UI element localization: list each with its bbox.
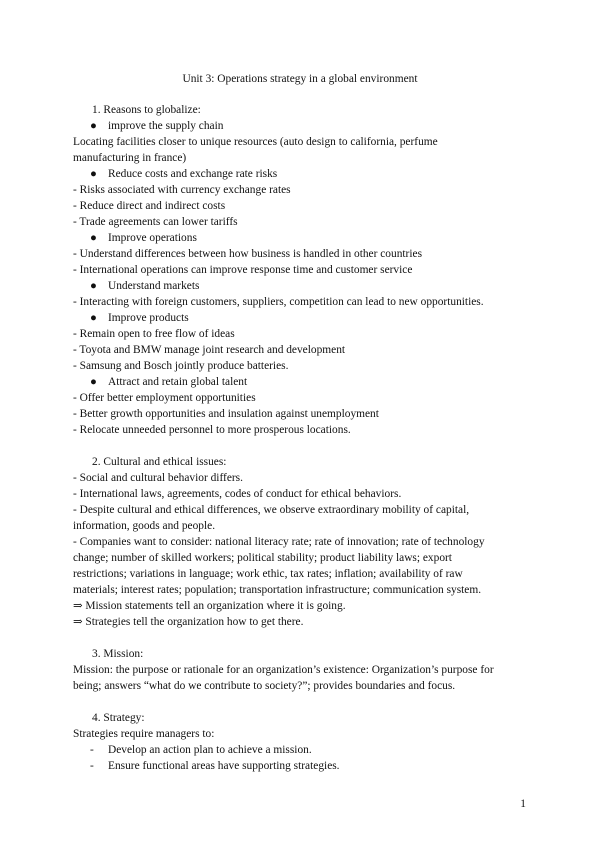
dash-marker: - <box>90 760 94 772</box>
paragraph-line: materials; interest rates; population; transportation infrastructure; communication system. <box>73 584 482 596</box>
paragraph-line: Mission: the purpose or rationale for an organization’s existence: Organization’s purpose for <box>73 664 494 676</box>
bullet-item <box>90 311 189 326</box>
section-heading-mission: 3. Mission: <box>92 648 144 660</box>
bullet-item <box>90 119 223 134</box>
dash-line: - Better growth opportunities and insulation against unemployment <box>73 408 379 420</box>
bullet-icon: ● <box>90 120 97 132</box>
paragraph-line: being; answers “what do we contribute to society?”; provides boundaries and focus. <box>73 680 456 692</box>
dash-item-text: Ensure functional areas have supporting strategies. <box>108 760 340 772</box>
dash-line: - Companies want to consider: national literacy rate; rate of innovation; rate of technology <box>73 536 485 548</box>
bullet-text: Improve products <box>108 312 189 324</box>
dash-line: - Remain open to free flow of ideas <box>73 328 235 340</box>
section-heading-cultural: 2. Cultural and ethical issues: <box>92 456 227 468</box>
page-number: 1 <box>520 798 526 810</box>
dash-marker: - <box>90 744 94 756</box>
dash-line: - International operations can improve response time and customer service <box>73 264 413 276</box>
dash-line: - Samsung and Bosch jointly produce batteries. <box>73 360 289 372</box>
bullet-text: improve the supply chain <box>108 120 224 132</box>
dash-item <box>90 759 340 774</box>
bullet-text: Understand markets <box>108 280 200 292</box>
dash-line: - Trade agreements can lower tariffs <box>73 216 238 228</box>
section-heading-strategy: 4. Strategy: <box>92 712 145 724</box>
paragraph-line: Strategies require managers to: <box>73 728 215 740</box>
dash-line: - Interacting with foreign customers, suppliers, competition can lead to new opportunities. <box>73 296 484 308</box>
arrow-line: ⇒ Strategies tell the organization how to get there. <box>73 616 304 628</box>
bullet-icon: ● <box>90 168 97 180</box>
bullet-text: Attract and retain global talent <box>108 376 248 388</box>
bullet-text: Improve operations <box>108 232 197 244</box>
dash-line: - Social and cultural behavior differs. <box>73 472 243 484</box>
arrow-line: ⇒ Mission statements tell an organization where it is going. <box>73 600 346 612</box>
section-heading-reasons: 1. Reasons to globalize: <box>92 104 201 116</box>
dash-line: - Reduce direct and indirect costs <box>73 200 226 212</box>
dash-line: - Relocate unneeded personnel to more prosperous locations. <box>73 424 351 436</box>
paragraph-line: change; number of skilled workers; political stability; product liability laws; export <box>73 552 452 564</box>
dash-line: - Offer better employment opportunities <box>73 392 256 404</box>
dash-line: - International laws, agreements, codes of conduct for ethical behaviors. <box>73 488 402 500</box>
dash-line: - Understand differences between how business is handled in other countries <box>73 248 423 260</box>
bullet-item <box>90 279 199 294</box>
dash-line: - Toyota and BMW manage joint research and development <box>73 344 346 356</box>
bullet-icon: ● <box>90 280 97 292</box>
dash-line: - Risks associated with currency exchange rates <box>73 184 291 196</box>
page-title: Unit 3: Operations strategy in a global environment <box>182 73 418 85</box>
dash-item <box>90 743 312 758</box>
bullet-item <box>90 167 277 182</box>
paragraph-line: information, goods and people. <box>73 520 216 532</box>
bullet-icon: ● <box>90 312 97 324</box>
paragraph-line: manufacturing in france) <box>73 152 187 164</box>
dash-item-text: Develop an action plan to achieve a mission. <box>108 744 312 756</box>
bullet-item <box>90 231 197 246</box>
bullet-text: Reduce costs and exchange rate risks <box>108 168 278 180</box>
bullet-icon: ● <box>90 376 97 388</box>
bullet-icon: ● <box>90 232 97 244</box>
paragraph-line: restrictions; variations in language; work ethic, tax rates; inflation; availability of raw <box>73 568 463 580</box>
paragraph-line: Locating facilities closer to unique resources (auto design to california, perfume <box>73 136 438 148</box>
dash-line: - Despite cultural and ethical differences, we observe extraordinary mobility of capital, <box>73 504 470 516</box>
bullet-item <box>90 375 247 390</box>
